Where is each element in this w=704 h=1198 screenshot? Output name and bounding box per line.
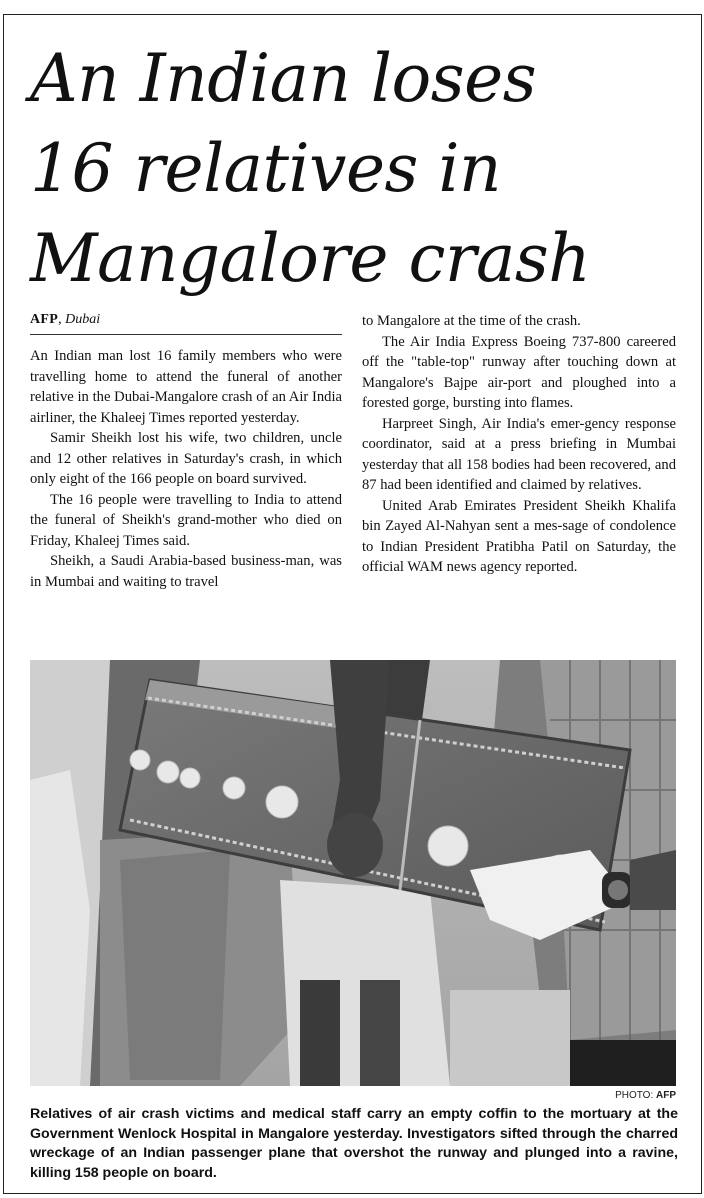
headline (30, 34, 670, 304)
byline: AFP, Dubai (30, 312, 342, 335)
byline-location: Dubai (65, 312, 101, 327)
coffin-photo-illustration (30, 660, 676, 1086)
photo-credit-label: PHOTO: (615, 1090, 654, 1101)
photo-credit-source: AFP (656, 1090, 676, 1101)
paragraph: United Arab Emirates President Sheikh Khalifa bin Zayed Al-Nahyan sent a mes-sage of condolence to Indian President Pratibha Patil on Saturday, the official WAM news agency reported. (362, 497, 676, 575)
photo-caption: Relatives of air crash victims and medical staff carry an empty coffin to the mortuary at the Government Wenlock Hospital in Mangalore yesterday. Investigators sifted through the charred wreckage of an Indian passenger plane that overshot the runway and plunged into a ravine, killing 158 people on board. (30, 1106, 678, 1181)
headline-line-2: 16 relatives in (30, 130, 501, 207)
paragraph: to Mangalore at the time of the crash. (362, 313, 581, 329)
paragraph: Samir Sheikh lost his wife, two children, uncle and 12 other relatives in Saturday's crash, in which only eight of the 166 people on board survived. (30, 430, 342, 487)
paragraph: An Indian man lost 16 family members who were travelling home to attend the funeral of another relative in the Dubai-Mangalore crash of an Air India airliner, the Khaleej Times reported yesterday. (30, 348, 342, 426)
paragraph: The 16 people were travelling to India to attend the funeral of Sheikh's grand-mother who died on Friday, Khaleej Times said. (30, 491, 342, 549)
byline-source: AFP (30, 312, 59, 327)
photo-credit (560, 1090, 676, 1101)
paragraph: Harpreet Singh, Air India's emer-gency response coordinator, said at a press briefing in Mumbai yesterday that all 158 bodies had been recovered, and 87 had been identified and claimed by relatives. (362, 415, 676, 493)
paragraph: Sheikh, a Saudi Arabia-based business-man, was in Mumbai and waiting to travel (30, 553, 342, 590)
article-column-1 (30, 346, 342, 592)
headline-line-3: Mangalore crash (30, 220, 591, 297)
headline-line-1: An Indian loses (30, 40, 537, 117)
paragraph: The Air India Express Boeing 737-800 careered off the "table-top" runway after touching down at Mangalore's Bajpe air-port and ploughed into a forested gorge, bursting into flames. (362, 333, 676, 411)
article-column-2 (362, 311, 676, 578)
news-photo (30, 660, 676, 1086)
